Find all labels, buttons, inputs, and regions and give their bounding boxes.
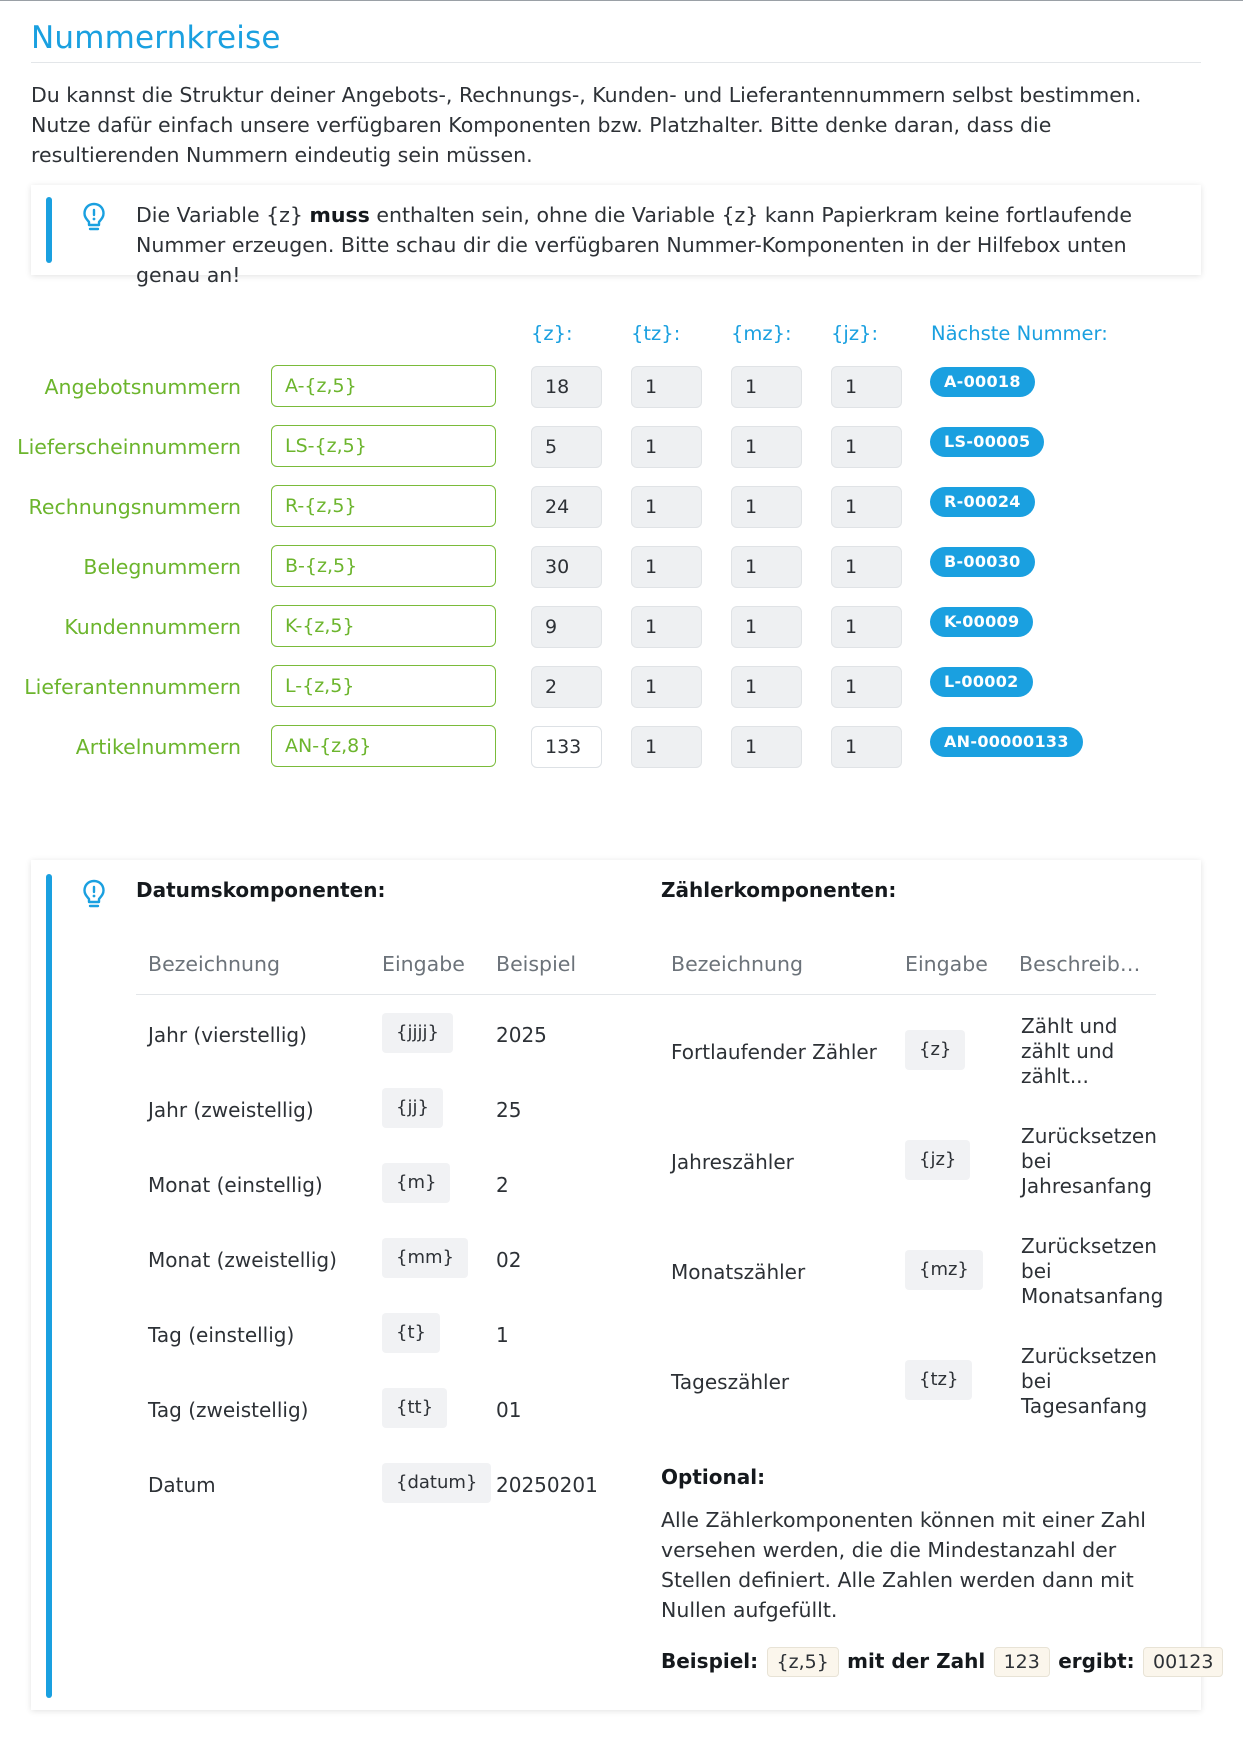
callout-text (136, 200, 1146, 290)
mz-counter-input[interactable] (731, 546, 802, 588)
example-number: 123 (994, 1647, 1050, 1677)
date-row-name: Monat (einstellig) (148, 1173, 323, 1197)
padding-example (661, 1647, 1225, 1677)
counter-row-name: Jahreszähler (671, 1150, 794, 1174)
mz-counter-input[interactable] (731, 666, 802, 708)
date-row-name: Jahr (zweistellig) (148, 1098, 314, 1122)
callout-text-end: enthalten sein, ohne die Variable {z} kann Papierkram keine fortlaufende Nummer erzeugen. Bitte schau dir die verfügbaren Nummer-Komponenten in der Hilfebox unten genau an! (136, 203, 1132, 287)
jz-counter-input[interactable] (831, 486, 902, 528)
counter-row-code: {z} (905, 1030, 965, 1070)
counter-row-code: {jz} (905, 1140, 970, 1180)
date-row-name: Monat (zweistellig) (148, 1248, 337, 1272)
example-label: Beispiel: (661, 1649, 759, 1673)
mz-counter-input[interactable] (731, 426, 802, 468)
lightbulb-icon (81, 201, 107, 233)
z-counter-input[interactable] (531, 366, 602, 408)
example-result-label: ergibt: (1058, 1649, 1135, 1673)
jz-counter-input[interactable] (831, 606, 902, 648)
callout-accent-bar (46, 197, 52, 263)
counter-header-description: Beschreib… (1019, 952, 1141, 976)
lightbulb-icon (81, 878, 107, 910)
counter-row-name: Monatszähler (671, 1260, 806, 1284)
mz-counter-input[interactable] (731, 366, 802, 408)
next-number-badge: A-00018 (930, 367, 1035, 397)
counter-components-title: Zählerkomponenten: (661, 878, 897, 902)
number-row-beleg (0, 545, 1243, 589)
pattern-input[interactable] (271, 725, 496, 767)
row-label: Kundennummern (64, 615, 241, 639)
column-header-tz: {tz}: (631, 322, 681, 345)
next-number-badge: AN-00000133 (930, 727, 1083, 757)
z-counter-input[interactable] (531, 426, 602, 468)
date-header-example: Beispiel (496, 952, 577, 976)
row-label: Rechnungsnummern (28, 495, 241, 519)
pattern-input[interactable] (271, 665, 496, 707)
z-counter-input[interactable] (531, 606, 602, 648)
next-number-badge: B-00030 (930, 547, 1035, 577)
counter-row-code: {tz} (905, 1360, 972, 1400)
row-label: Artikelnummern (75, 735, 241, 759)
date-row-name: Tag (einstellig) (148, 1323, 295, 1347)
date-row-code: {tt} (382, 1388, 447, 1428)
help-table-divider (136, 994, 1156, 995)
date-row-code: {t} (382, 1313, 440, 1353)
example-code: {z,5} (767, 1647, 839, 1677)
pattern-input[interactable] (271, 605, 496, 647)
counter-header-input: Eingabe (905, 952, 988, 976)
optional-title: Optional: (661, 1465, 766, 1489)
jz-counter-input[interactable] (831, 666, 902, 708)
counter-row-name: Fortlaufender Zähler (671, 1040, 877, 1064)
top-border (0, 0, 1243, 1)
date-header-name: Bezeichnung (148, 952, 280, 976)
date-header-input: Eingabe (382, 952, 465, 976)
date-row-code: {jjjj} (382, 1013, 453, 1053)
date-row-code: {mm} (382, 1238, 468, 1278)
intro-text: Du kannst die Struktur deiner Angebots-, Rechnungs-, Kunden- und Lieferantennummern selbst bestimmen. Nutze dafür einfach unsere verfügbaren Komponenten bzw. Platzhalter. Bitte denke daran, dass die resultierenden Nummern eindeutig sein müssen. (31, 83, 1142, 167)
help-accent-bar (46, 874, 52, 1698)
jz-counter-input[interactable] (831, 726, 902, 768)
row-label: Lieferantennummern (24, 675, 241, 699)
optional-text: Alle Zählerkomponenten können mit einer Zahl versehen werden, die die Mindestanzahl der Stellen definiert. Alle Zahlen werden dann mit Nullen aufgefüllt. (661, 1508, 1147, 1622)
mz-counter-input[interactable] (731, 606, 802, 648)
tz-counter-input[interactable] (631, 666, 702, 708)
tz-counter-input[interactable] (631, 366, 702, 408)
mz-counter-input[interactable] (731, 486, 802, 528)
pattern-input[interactable] (271, 365, 496, 407)
tz-counter-input[interactable] (631, 486, 702, 528)
counter-row-description: Zurücksetzen bei Tagesanfang (1021, 1344, 1157, 1418)
counter-header-name: Bezeichnung (671, 952, 803, 976)
date-row-example: 02 (496, 1248, 522, 1272)
row-label: Lieferscheinnummern (17, 435, 241, 459)
date-row-example: 2025 (496, 1023, 547, 1047)
example-mid: mit der Zahl (847, 1649, 986, 1673)
number-row-lieferant (0, 665, 1243, 709)
date-row-name: Jahr (vierstellig) (148, 1023, 307, 1047)
z-counter-input[interactable] (531, 726, 602, 768)
counter-row-description: Zurücksetzen bei Jahresanfang (1021, 1124, 1157, 1198)
callout-emphasis: muss (309, 203, 370, 227)
row-label: Angebotsnummern (44, 375, 241, 399)
callout-text-start: Die Variable {z} (136, 203, 310, 227)
counter-row-description: Zurücksetzen bei Monatsanfang (1021, 1234, 1164, 1308)
tz-counter-input[interactable] (631, 726, 702, 768)
row-label: Belegnummern (83, 555, 241, 579)
number-row-rechnung (0, 485, 1243, 529)
date-row-code: {m} (382, 1163, 450, 1203)
column-header-jz: {jz}: (831, 322, 879, 345)
number-row-lieferschein (0, 425, 1243, 469)
title-divider (31, 62, 1201, 63)
date-components-title: Datumskomponenten: (136, 878, 386, 902)
column-header-next-number: Nächste Nummer: (931, 322, 1108, 345)
date-row-name: Datum (148, 1473, 216, 1497)
next-number-badge: K-00009 (930, 607, 1033, 637)
z-counter-input[interactable] (531, 546, 602, 588)
date-row-example: 2 (496, 1173, 509, 1197)
help-box (31, 860, 1214, 1710)
counter-row-name: Tageszähler (671, 1370, 790, 1394)
jz-counter-input[interactable] (831, 426, 902, 468)
counter-row-code: {mz} (905, 1250, 983, 1290)
jz-counter-input[interactable] (831, 366, 902, 408)
date-row-code: {jj} (382, 1088, 443, 1128)
pattern-input[interactable] (271, 425, 496, 467)
z-counter-input[interactable] (531, 486, 602, 528)
number-row-artikel (0, 725, 1243, 769)
example-result: 00123 (1143, 1647, 1223, 1677)
z-counter-input[interactable] (531, 666, 602, 708)
column-header-mz: {mz}: (731, 322, 792, 345)
number-row-kunde (0, 605, 1243, 649)
date-row-example: 25 (496, 1098, 522, 1122)
date-row-example: 01 (496, 1398, 522, 1422)
tz-counter-input[interactable] (631, 546, 702, 588)
column-header-z: {z}: (531, 322, 573, 345)
pattern-input[interactable] (271, 485, 496, 527)
number-row-angebot (0, 365, 1243, 409)
mz-counter-input[interactable] (731, 726, 802, 768)
next-number-badge: LS-00005 (930, 427, 1044, 457)
date-row-code: {datum} (382, 1463, 491, 1503)
page-title: Nummernkreise (31, 20, 281, 56)
tz-counter-input[interactable] (631, 426, 702, 468)
pattern-input[interactable] (271, 545, 496, 587)
date-row-example: 1 (496, 1323, 509, 1347)
jz-counter-input[interactable] (831, 546, 902, 588)
next-number-badge: R-00024 (930, 487, 1035, 517)
next-number-badge: L-00002 (930, 667, 1033, 697)
date-row-name: Tag (zweistellig) (148, 1398, 309, 1422)
variable-callout (31, 185, 1201, 287)
date-row-example: 20250201 (496, 1473, 598, 1497)
tz-counter-input[interactable] (631, 606, 702, 648)
counter-row-description: Zählt und zählt und zählt... (1021, 1014, 1118, 1088)
